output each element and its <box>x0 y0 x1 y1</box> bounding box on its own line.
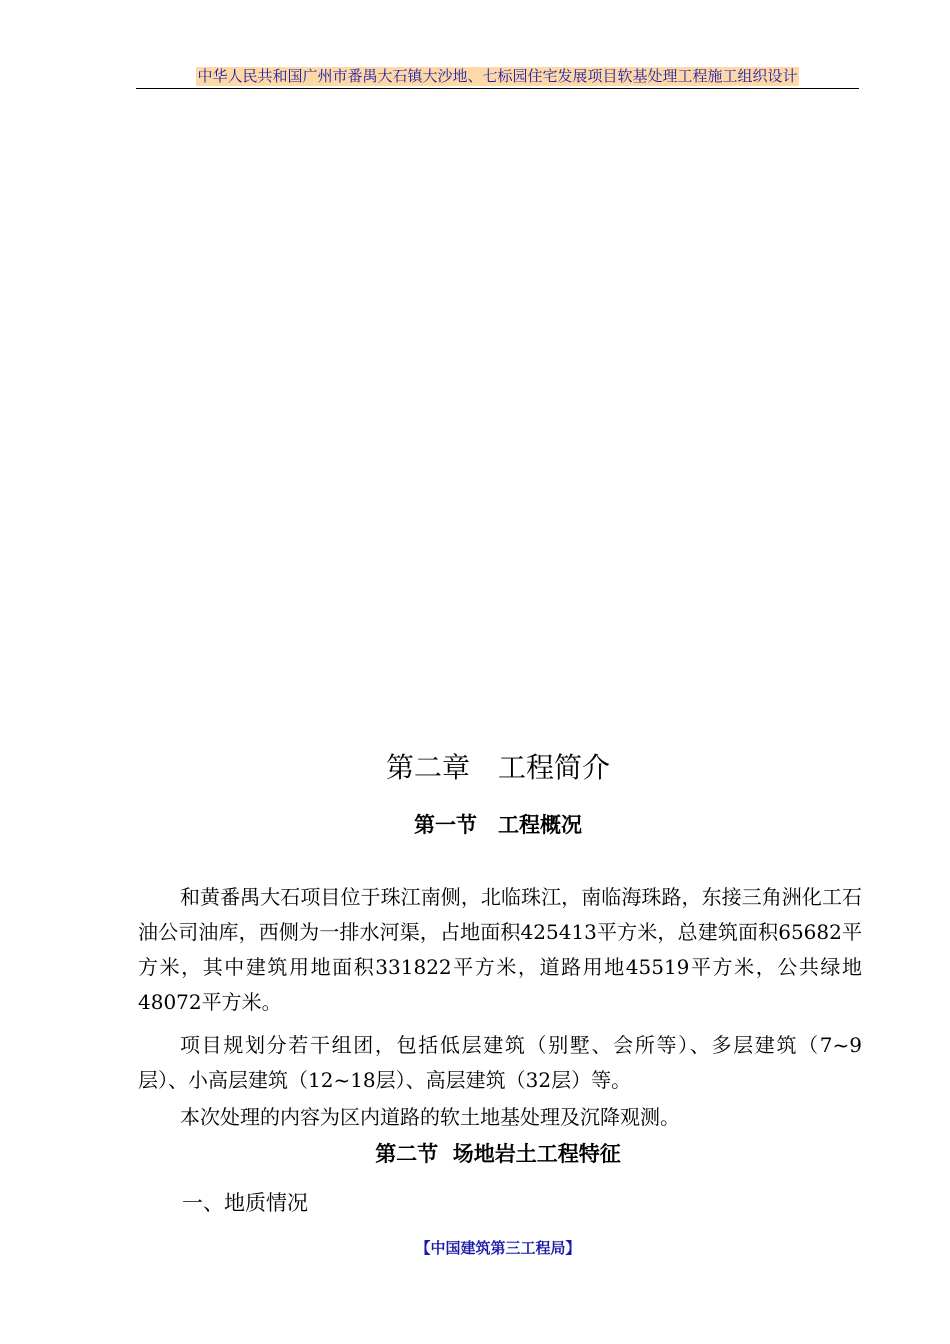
paragraph-treatment-scope: 本次处理的内容为区内道路的软土地基处理及沉降观测。 <box>180 1105 680 1129</box>
header-title: 中华人民共和国广州市番禺大石镇大沙地、七标园住宅发展项目软基处理工程施工组织设计 <box>197 67 798 85</box>
paragraph-project-location: 和黄番禺大石项目位于珠江南侧，北临珠江，南临海珠路，东接三角洲化工石油公司油库，西侧为一排水河渠，占地面积425413平方米，总建筑面积65682平方米，其中建筑用地面积331822平方米，道路用地45519平方米，公共绿地48072平方米。 <box>138 885 862 1014</box>
page-footer: 【中国建筑第三工程局】 <box>415 1239 581 1257</box>
paragraph-project-planning: 项目规划分若干组团，包括低层建筑（别墅、会所等）、多层建筑（7~9层）、小高层建筑（12~18层）、高层建筑（32层）等。 <box>138 1033 862 1092</box>
section-title-geotechnical: 第二节 场地岩土工程特征 <box>375 1142 621 1166</box>
subheading-geology: 一、地质情况 <box>182 1191 308 1215</box>
chapter-title: 第二章 工程简介 <box>385 751 610 784</box>
section-title-overview: 第一节 工程概况 <box>414 813 582 837</box>
page-header <box>136 66 859 89</box>
